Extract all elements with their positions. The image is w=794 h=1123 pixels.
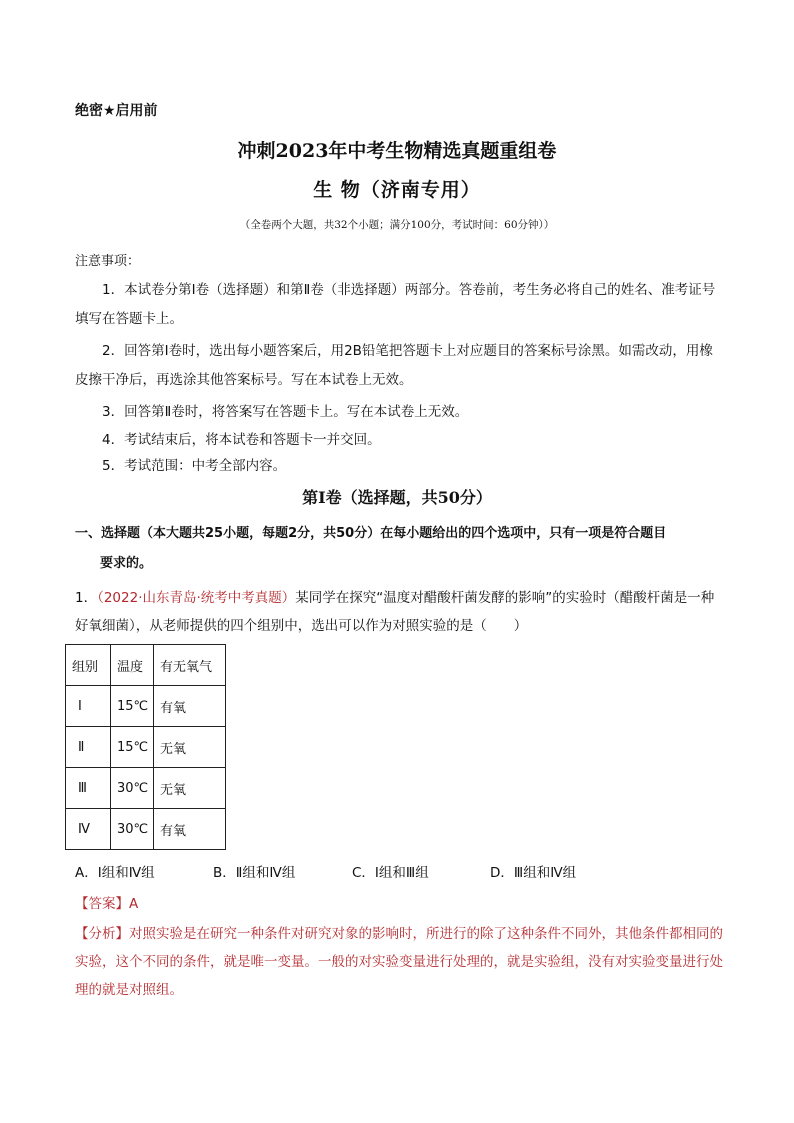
table-cell: Ⅳ (66, 809, 111, 850)
notice-heading: 注意事项： (75, 254, 141, 269)
table-cell: 无氧 (154, 727, 226, 768)
table-cell: 30℃ (111, 809, 154, 850)
table-header-cell: 组别 (66, 645, 111, 686)
exam-info: （全卷两个大题，共32个小题；满分100分，考试时间：60分钟）） (239, 219, 555, 231)
table-cell: Ⅱ (66, 727, 111, 768)
option-a: A．Ⅰ组和Ⅳ组 (75, 865, 155, 881)
section-heading-line2: 要求的。 (100, 556, 153, 571)
question-stem: 某同学在探究“温度对醋酸杆菌发酵的影响”的实验时（醋酸杆菌是一种好氧细菌），从老师提供的四个组别中，选出可以作为对照实验的是（ ） (75, 590, 715, 634)
section-heading (75, 519, 725, 579)
notice-item-4: 4．考试结束后，将本试卷和答题卡一并交回。 (102, 432, 381, 448)
table-row (66, 809, 226, 850)
option-b: B．Ⅱ组和Ⅳ组 (213, 865, 296, 881)
exam-title: 冲刺2023年中考生物精选真题重组卷 (237, 140, 557, 162)
notice-item-3: 3．回答第Ⅱ卷时，将答案写在答题卡上。写在本试卷上无效。 (102, 404, 469, 420)
notice-item-2: 2．回答第Ⅰ卷时，选出每小题答案后，用2B铅笔把答题卡上对应题目的答案标号涂黑。如需改动，用橡皮擦干净后，再选涂其他答案标号。写在本试卷上无效。 (75, 343, 713, 388)
answer-label: 【答案】A (75, 896, 139, 912)
analysis-text: 【分析】对照实验是在研究一种条件对研究对象的影响时，所进行的除了这种条件不同外，其他条件都相同的实验，这个不同的条件，就是唯一变量。一般的对实验变量进行处理的，就是实验组，没有对实验变量进行处理的就是对照组。 (75, 926, 723, 998)
table-row (66, 686, 226, 727)
question-source: （2022·山东青岛·统考中考真题） (97, 590, 296, 606)
option-d: D．Ⅲ组和Ⅳ组 (490, 865, 577, 881)
table-cell: 有氧 (154, 686, 226, 727)
table-cell: 30℃ (111, 768, 154, 809)
confidential-label: 绝密★启用前 (75, 103, 158, 119)
table-cell: Ⅲ (66, 768, 111, 809)
table-cell: 15℃ (111, 686, 154, 727)
section-heading-line1: 一、选择题（本大题共25小题，每题2分，共50分）在每小题给出的四个选项中，只有一项是符合题目 (75, 526, 667, 541)
table-header-cell: 有无氧气 (154, 645, 226, 686)
exam-subject: 生 物（济南专用） (313, 179, 481, 201)
table-cell: 15℃ (111, 727, 154, 768)
notice-item-1: 1．本试卷分第Ⅰ卷（选择题）和第Ⅱ卷（非选择题）两部分。答卷前，考生务必将自己的姓名、准考证号填写在答题卡上。 (75, 282, 716, 327)
table-cell: 有氧 (154, 809, 226, 850)
section-title: 第Ⅰ卷（选择题，共50分） (302, 488, 492, 507)
table-row (66, 768, 226, 809)
table-cell: 无氧 (154, 768, 226, 809)
notice-item-5: 5．考试范围：中考全部内容。 (102, 458, 287, 474)
table-header-row (66, 645, 226, 686)
table-row (66, 727, 226, 768)
question-number: 1． (75, 590, 98, 606)
option-c: C．Ⅰ组和Ⅲ组 (352, 865, 429, 881)
question-1 (75, 584, 725, 640)
experiment-table (65, 644, 226, 850)
table-cell: Ⅰ (66, 686, 111, 727)
table-header-cell: 温度 (111, 645, 154, 686)
